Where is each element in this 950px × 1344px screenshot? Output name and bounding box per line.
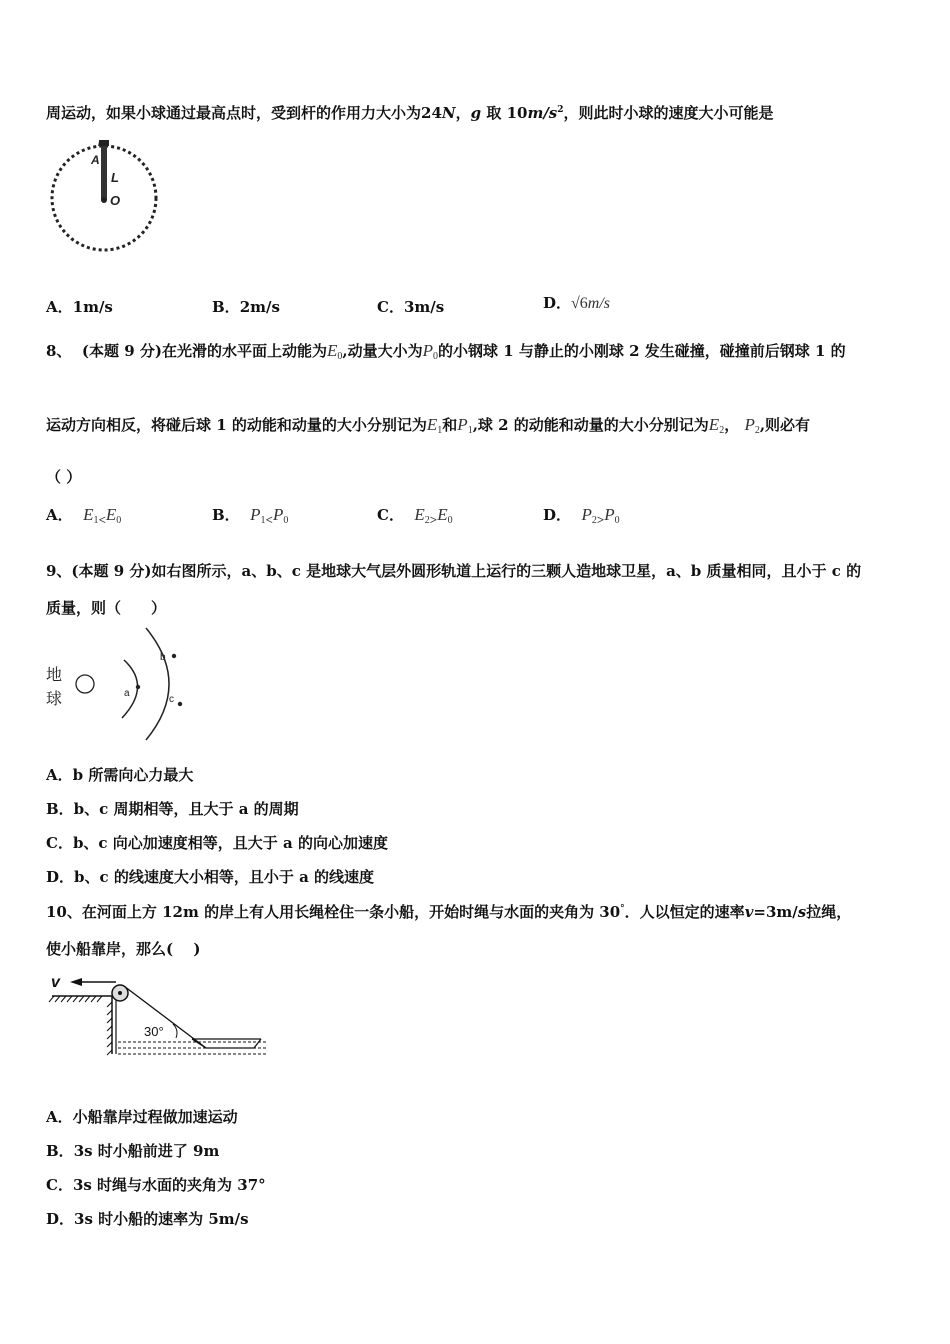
- q10-option-d-text: 3s 时小船的速率为 5m/s: [74, 1210, 249, 1228]
- q8-option-c-lhs: E: [414, 505, 425, 524]
- q8-option-c[interactable]: [377, 504, 453, 528]
- q9-stem-line2: 质量，则（ ）: [46, 599, 167, 617]
- q8-option-a[interactable]: [46, 504, 121, 528]
- q9-label-a: a: [124, 688, 130, 699]
- q9-label-earth-2: 球: [46, 691, 63, 708]
- q8-e2-symbol: E: [708, 415, 720, 434]
- q8-l2-comma: ，: [724, 416, 740, 434]
- q7-rod: [101, 144, 107, 200]
- q9-label-b: b: [160, 652, 166, 663]
- q8-p1-symbol: P: [457, 415, 468, 434]
- q10-l1-text-d: 拉绳，: [806, 903, 852, 921]
- q8-e1: [427, 415, 442, 434]
- q8-l1-text-a: (本题 9 分)在光滑的水平面上动能为: [81, 342, 327, 360]
- q10-bank-hatching: [49, 996, 102, 1002]
- q7-force-value: 24: [421, 104, 442, 122]
- q8-e2: [709, 415, 724, 434]
- q8-option-d-key: D．: [543, 506, 572, 524]
- q7-option-a-text: 1m/s: [72, 298, 113, 316]
- q7-label-a: A: [91, 153, 100, 167]
- q8-option-a-rhs: E: [105, 505, 117, 524]
- q7-center-point: [101, 197, 107, 203]
- q9-satellite-orbits-figure: [44, 626, 189, 742]
- q7-g-value: 取 10: [481, 104, 528, 122]
- q8-option-d[interactable]: [543, 504, 620, 528]
- q9-satellite-b: [172, 654, 176, 658]
- q8-number: 8、: [46, 342, 72, 360]
- q7-option-b-key: B．: [212, 298, 240, 316]
- q8-option-d-op: >: [596, 512, 605, 527]
- q7-label-m: m: [98, 139, 106, 148]
- q10-option-a-text: 小船靠岸过程做加速运动: [72, 1108, 238, 1126]
- q9-satellite-c: [178, 702, 182, 706]
- q7-option-a[interactable]: [46, 296, 113, 317]
- q7-g-symbol: g: [470, 104, 482, 122]
- q7-option-c-text: 3m/s: [403, 298, 445, 316]
- q10-stem-line1: [46, 901, 851, 922]
- q7-accel-unit: m/s: [527, 104, 558, 122]
- q10-option-c[interactable]: [46, 1174, 266, 1195]
- q10-l1-text-a: 10、在河面上方 12m 的岸上有人用长绳栓住一条小船，开始时绳与水面的夹角为 30: [46, 903, 621, 921]
- q10-option-b[interactable]: [46, 1140, 219, 1161]
- q7-stem: [46, 102, 774, 123]
- q8-stem-line1: [46, 340, 846, 362]
- q8-option-b-lsub: 1: [260, 515, 266, 526]
- q10-l1-text-c: =3m/: [753, 903, 798, 921]
- q8-p2: [744, 415, 759, 434]
- q9-option-b[interactable]: B．b、c 周期相等，且大于 a 的周期: [46, 800, 299, 818]
- q10-v-symbol: v: [744, 903, 754, 921]
- q7-option-d-root: √6: [571, 295, 588, 312]
- q7-force-unit: N: [441, 104, 456, 122]
- q7-option-d-unit: m/s: [587, 295, 611, 312]
- q8-option-a-lsub: 1: [93, 515, 99, 526]
- q8-option-c-op: >: [429, 512, 438, 527]
- q7-label-l: L: [111, 170, 119, 185]
- q8-option-b-key: B．: [212, 506, 240, 524]
- q9-label-c: c: [169, 694, 174, 705]
- q8-e2-sub: 2: [719, 425, 725, 436]
- q10-label-angle: 30°: [144, 1024, 164, 1039]
- q7-option-c[interactable]: [377, 296, 444, 317]
- q8-stem-line3: （ ）: [46, 468, 82, 486]
- q9-option-d[interactable]: D．b、c 的线速度大小相等，且小于 a 的线速度: [46, 868, 375, 886]
- q8-option-d-lhs: P: [581, 505, 592, 524]
- q8-option-b-rhs: P: [272, 505, 284, 524]
- q7-option-d-key: D．: [543, 294, 572, 312]
- q7-option-c-key: C．: [377, 298, 404, 316]
- q8-e0: [327, 341, 342, 360]
- q10-boat-pulley-figure: [46, 968, 271, 1064]
- q9-orbit-bc: [146, 628, 169, 740]
- q7-stem-sep: ，: [455, 104, 471, 122]
- q8-l2-text-a: 运动方向相反，将碰后球 1 的动能和动量的大小分别记为: [46, 416, 427, 434]
- q8-p0: [423, 341, 438, 360]
- q8-l1-text-b: ,动量大小为: [342, 342, 423, 360]
- q8-p2-sub: 2: [754, 425, 760, 436]
- q7-circular-motion-figure: [46, 132, 166, 257]
- q9-option-c[interactable]: C．b、c 向心加速度相等，且大于 a 的向心加速度: [46, 834, 388, 852]
- q10-option-c-text: 3s 时绳与水面的夹角为 37°: [72, 1176, 266, 1194]
- q9-stem-line1: 9、(本题 9 分)如右图所示，a、b、c 是地球大气层外圆形轨道上运行的三颗人造地球卫星，a、b 质量相同，且小于 c 的: [46, 562, 862, 580]
- q8-e1-sub: 1: [437, 425, 443, 436]
- q8-l2-text-d: ,则必有: [759, 416, 811, 434]
- q8-l1-text-c: 的小钢球 1 与静止的小刚球 2 发生碰撞，碰撞前后钢球 1 的: [437, 342, 846, 360]
- q8-option-d-rhs: P: [604, 505, 615, 524]
- q10-degree: °: [620, 904, 625, 914]
- q10-option-b-text: 3s 时小船前进了 9m: [73, 1142, 220, 1160]
- q7-option-d[interactable]: [543, 292, 610, 313]
- q8-option-b-lhs: P: [250, 505, 261, 524]
- q8-option-d-lsub: 2: [591, 515, 597, 526]
- q8-p0-sub: 0: [432, 351, 438, 362]
- q10-l1-text-b: ．人以恒定的速率: [624, 903, 745, 921]
- q8-option-c-key: C．: [377, 506, 404, 524]
- q8-stem-line2: [46, 414, 810, 436]
- q10-stem-line2: 使小船靠岸，那么( ): [46, 940, 201, 958]
- q7-accel-exp: 2: [557, 105, 564, 115]
- q8-p0-symbol: P: [422, 341, 433, 360]
- q9-option-a[interactable]: A．b 所需向心力最大: [46, 766, 194, 784]
- q7-label-o: O: [110, 193, 121, 208]
- q7-stem-end: ，则此时小球的速度大小可能是: [563, 104, 774, 122]
- q8-l2-and: 和: [442, 416, 458, 434]
- q7-option-a-key: A．: [46, 298, 73, 316]
- q8-option-c-rhs: E: [437, 505, 448, 524]
- q10-boat: [192, 1039, 261, 1048]
- q7-stem-text: 周运动，如果小球通过最高点时，受到杆的作用力大小为: [46, 104, 422, 122]
- q10-pulley-axle: [118, 991, 122, 995]
- q10-option-b-key: B．: [46, 1142, 74, 1160]
- q8-option-b-op: <: [265, 512, 273, 527]
- q10-option-a-key: A．: [46, 1108, 73, 1126]
- q8-option-a-rsub: 0: [116, 515, 122, 526]
- q9-earth-circle: [76, 675, 94, 693]
- q10-option-a[interactable]: [46, 1106, 238, 1127]
- q10-velocity-arrowhead: [70, 978, 82, 986]
- q8-option-a-key: A．: [46, 506, 73, 524]
- q7-option-b-text: 2m/s: [239, 298, 280, 316]
- q8-option-a-op: <: [98, 512, 106, 527]
- q8-l2-text-b: ,球 2 的动能和动量的大小分别记为: [472, 416, 709, 434]
- q9-satellite-a: [136, 685, 140, 689]
- q8-p1: [457, 415, 472, 434]
- q8-option-c-lsub: 2: [424, 515, 430, 526]
- q8-option-b-rsub: 0: [283, 515, 289, 526]
- q10-option-d[interactable]: [46, 1208, 249, 1229]
- q10-label-v: v: [51, 974, 60, 991]
- q10-s-symbol: s: [797, 903, 807, 921]
- q8-p1-sub: 1: [467, 425, 473, 436]
- q8-option-a-lhs: E: [83, 505, 94, 524]
- q8-e0-sub: 0: [337, 351, 343, 362]
- q10-option-c-key: C．: [46, 1176, 73, 1194]
- q8-option-d-rsub: 0: [614, 515, 620, 526]
- q8-p2-symbol: P: [744, 415, 755, 434]
- q8-e1-symbol: E: [426, 415, 438, 434]
- q8-e0-symbol: E: [326, 341, 338, 360]
- q8-option-b[interactable]: [212, 504, 288, 528]
- q8-option-c-rsub: 0: [447, 515, 453, 526]
- q9-label-earth-1: 地: [46, 667, 63, 684]
- q10-option-d-key: D．: [46, 1210, 75, 1228]
- q7-option-b[interactable]: [212, 296, 280, 317]
